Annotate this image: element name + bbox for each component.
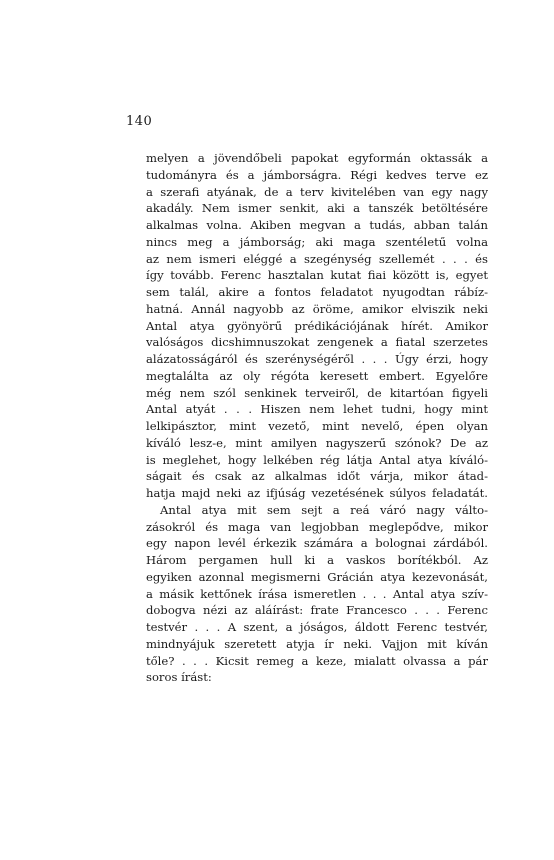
text-line: hatja majd neki az ifjúság vezetésének súlyos feladatát. xyxy=(146,486,488,500)
text-line: a másik kettőnek írása ismeretlen . . . Antal atya szív- xyxy=(146,586,488,601)
text-line: nincs meg a jámborság; aki maga szentéletű volna xyxy=(146,234,488,249)
page-number: 140 xyxy=(126,114,153,129)
text-line: valóságos dicshimnuszokat zengenek a fiatal szerzetes xyxy=(146,335,488,350)
text-line: egy napon levél érkezik számára a bolognai zárdából. xyxy=(146,536,488,551)
text-line: az nem ismeri eléggé a szegénység szellemét . . . és xyxy=(146,251,488,266)
text-line: így tovább. Ferenc hasztalan kutat fiai között is, egyet xyxy=(146,268,488,283)
text-line: is meglehet, hogy lelkében rég látja Antal atya kíváló- xyxy=(146,452,488,467)
text-line: alkalmas volna. Akiben megvan a tudás, abban talán xyxy=(146,218,488,232)
text-line: megtalálta az oly régóta keresett embert. Egyelőre xyxy=(146,368,488,383)
text-line: Három pergamen hull ki a vaskos borítékból. Az xyxy=(146,553,488,567)
text-line: kíváló lesz-e, mint amilyen nagyszerű szónok? De az xyxy=(146,435,488,450)
text-line: egyiken azonnal megismerni Grácián atya kezevonását, xyxy=(146,569,488,584)
text-line: dobogva nézi az aláírást: frate Francesco . . . Ferenc xyxy=(146,603,488,618)
text-line: tőle? . . . Kicsit remeg a keze, mialatt olvassa a pár xyxy=(146,653,488,668)
text-line: alázatosságáról és szerénységéről . . . Úgy érzi, hogy xyxy=(146,352,488,366)
text-line: tudományra és a jámborságra. Régi kedves terve ez xyxy=(146,167,488,182)
text-line: Antal atya mit sem sejt a reá váró nagy válto- xyxy=(160,502,488,517)
text-line: sem talál, akire a fontos feladatot nyugodtan rábíz- xyxy=(146,285,488,299)
text-line: Antal atya gyönyörű prédikációjának hírét. Amikor xyxy=(146,318,488,333)
text-line: hatná. Annál nagyobb az öröme, amikor elviszik neki xyxy=(146,301,488,316)
text-line: mindnyájuk szeretett atyja ír neki. Vajjon mit kíván xyxy=(146,636,488,651)
text-line: melyen a jövendőbeli papokat egyformán oktassák a xyxy=(146,151,488,165)
text-line: lelkipásztor, mint vezető, mint nevelő, épen olyan xyxy=(146,419,488,433)
text-line: Antal atyát . . . Hiszen nem lehet tudni, hogy mint xyxy=(146,402,488,417)
body-text xyxy=(146,150,488,686)
text-line: ságait és csak az alkalmas időt várja, mikor átad- xyxy=(146,469,488,484)
text-line: testvér . . . A szent, a jóságos, áldott Ferenc testvér, xyxy=(146,620,488,634)
text-line: zásokról és maga van legjobban meglepődve, mikor xyxy=(146,519,488,534)
text-line: akadály. Nem ismer senkit, aki a tanszék betöltésére xyxy=(146,201,488,216)
text-line: a szerafi atyának, de a terv kivitelében van egy nagy xyxy=(146,184,488,199)
text-line: soros írást: xyxy=(146,670,212,685)
text-line: még nem szól senkinek terveiről, de kitartóan figyeli xyxy=(146,385,488,400)
